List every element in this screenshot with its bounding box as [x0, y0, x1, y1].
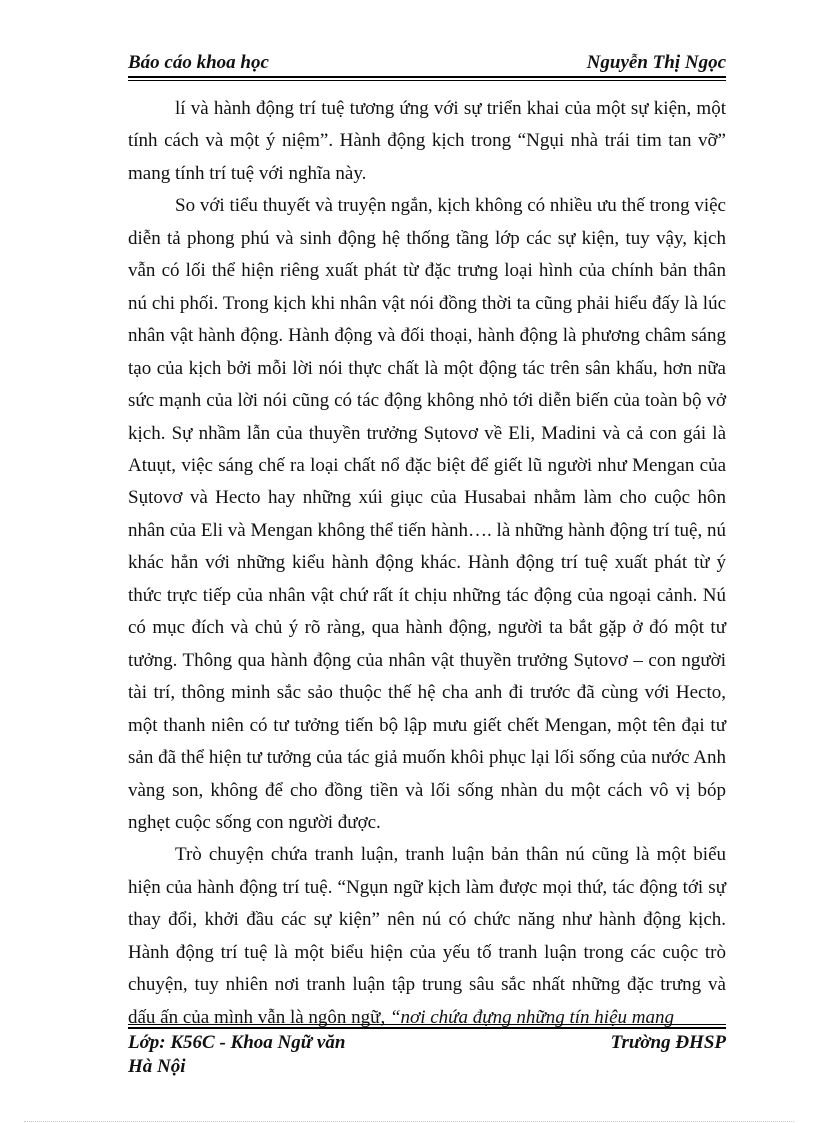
paragraph-1: lí và hành động trí tuệ tương ứng với sự triển khai của một sự kiện, một tính cách và một ý niệm”. Hành động kịch trong “Ngụi nhà trái tim tan vỡ” mang tính trí tuệ với nghĩa này. [128, 98, 726, 184]
footer-city: Hà Nội [128, 1056, 186, 1077]
page-header [128, 48, 726, 74]
footer-school: Trường ĐHSP [610, 1032, 726, 1053]
footer-rule [128, 1027, 726, 1029]
paragraph-3 [128, 839, 726, 1034]
header-author: Nguyễn Thị Ngọc [586, 52, 726, 73]
paragraph-3-text: Trò chuyện chứa tranh luận, tranh luận bản thân nú cũng là một biểu hiện của hành động trí tuệ. “Ngụn ngữ kịch làm được mọi thứ, tác động tới sự thay đổi, khởi đầu các sự kiện” nên nú có chức năng như hành động kịch. Hành động trí tuệ là một biểu hiện của yếu tố tranh luận trong các cuộc trò chuyện, tuy nhiên nơi tranh luận tập trung sâu sắc nhất những đặc trưng và dấu ấn của mình vẫn là ngôn ngữ, [128, 844, 726, 1028]
paragraph-2: So với tiểu thuyết và truyện ngắn, kịch không có nhiều ưu thế trong việc diễn tả phong phú và sinh động hệ thống tầng lớp các sự kiện, tuy vậy, kịch vẫn có lối thể hiện riêng xuất phát từ đặc trưng loại hình của chính bản thân nú chi phối. Trong kịch khi nhân vật nói đồng thời ta cũng phải hiểu đấy là lúc nhân vật hành động. Hành động và đối thoại, hành động là phương châm sáng tạo của kịch bởi mỗi lời nói thực chất là một động tác trên sân khấu, hơn nữa sức mạnh của lời nói cũng có tác động không nhỏ tới diễn biến của toàn bộ vở kịch. Sự nhầm lẫn của thuyền trưởng Sụtovơ về Eli, Madini và cả con gái là Atuụt, việc sáng chế ra loại chất nổ đặc biệt để giết lũ người như Mengan của Sụtovơ và Hecto hay những xúi giục của Husabai nhằm làm cho cuộc hôn nhân của Eli và Mengan không thể tiến hành…. là những hành động trí tuệ, nú khác hẳn với những kiểu hành động khác. Hành động trí tuệ xuất phát từ ý thức trực tiếp của nhân vật chứ rất ít chịu những tác động của ngoại cảnh. Nú có mục đích và chủ ý rõ ràng, qua hành động, người ta bắt gặp ở đó một tư tưởng. Thông qua hành động của nhân vật thuyền trưởng Sụtovơ – con người tài trí, thông minh sắc sảo thuộc thế hệ cha anh đi trước đã cùng với Hecto, một thanh niên có tư tưởng tiến bộ lập mưu giết chết Mengan, một tên đại tư sản đã thể hiện tư tưởng của tác giả muốn khôi phục lại lối sống của nước Anh vàng son, không để cho đồng tiền và lối sống nhàn du một cách vô vị bóp nghẹt cuộc sống con người được. [128, 195, 726, 833]
header-left-title: Báo cáo khoa học [128, 52, 269, 73]
footer-rule-thin [128, 1024, 726, 1025]
header-rule [128, 76, 726, 78]
footer-class: Lớp: K56C - Khoa Ngữ văn [128, 1032, 346, 1053]
quote-tail: “nơi chứa đựng những tín hiệu mang [389, 1006, 674, 1028]
body-text [128, 93, 726, 1034]
page-footer [128, 1031, 726, 1079]
header-rule-thin [128, 80, 726, 81]
page-bottom-border [24, 1121, 794, 1122]
